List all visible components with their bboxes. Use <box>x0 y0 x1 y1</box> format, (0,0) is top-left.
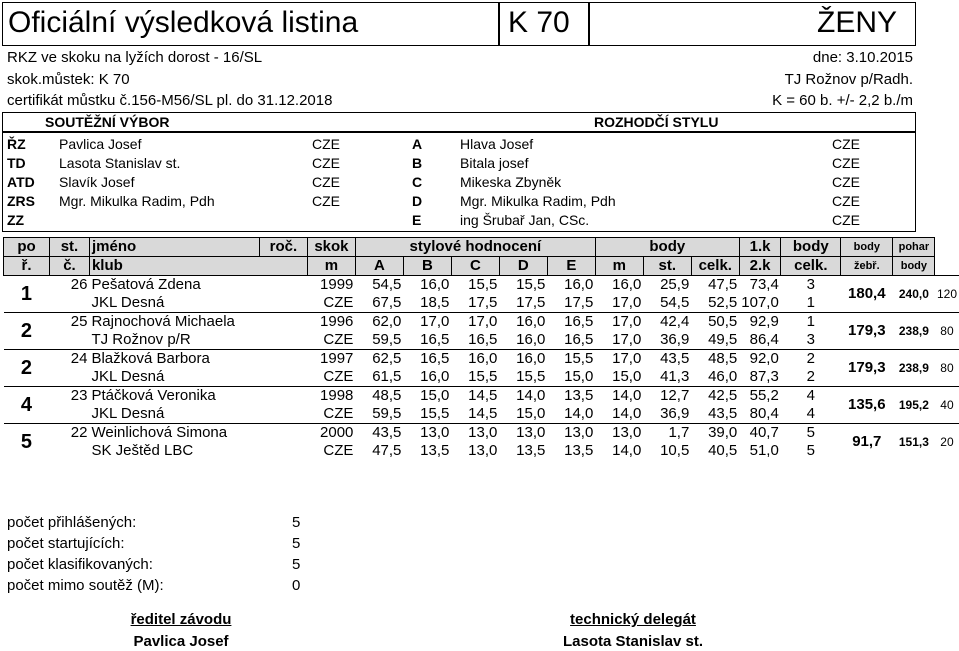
round1-cell: 25,9 <box>643 276 691 295</box>
round2-cell: 17,5 <box>564 294 594 311</box>
round2-cell: 46,0 <box>708 368 738 385</box>
ranking-points: 195,2 <box>893 387 935 424</box>
round1-cell: 15,5 <box>547 350 595 369</box>
cup-points: 40 <box>935 387 959 424</box>
table-row <box>4 424 959 443</box>
column-header: celk. <box>781 257 841 276</box>
table-row <box>4 294 959 313</box>
round2-cell: 61,5 <box>372 368 402 385</box>
nation-cell: CZE <box>323 368 354 385</box>
judge-nation: CZE <box>832 136 860 152</box>
round2-cell: 13,5 <box>420 442 450 459</box>
column-header: jméno <box>89 238 259 257</box>
column-header: celk. <box>691 257 739 276</box>
cup-points: 80 <box>935 350 959 387</box>
ranking-points: 238,9 <box>893 313 935 350</box>
round1-cell: 62,5 <box>355 350 403 369</box>
bib-spacer <box>49 405 89 424</box>
column-header: B <box>403 257 451 276</box>
round2-cell: 49,5 <box>708 331 738 348</box>
round2-cell: 13,5 <box>564 442 594 459</box>
total-points: 135,6 <box>841 387 893 424</box>
round1-cell: 92,9 <box>739 313 781 332</box>
round2-cell: 14,0 <box>612 442 642 459</box>
round1-cell: 16,5 <box>403 350 451 369</box>
committee-nation: CZE <box>312 155 340 171</box>
athlete-name: Rajnochová Michaela <box>89 313 307 332</box>
round2-cell: 67,5 <box>372 294 402 311</box>
stat-label: počet klasifikovaných: <box>7 556 153 573</box>
place-cell: 2 <box>4 350 50 387</box>
ranking-points: 238,9 <box>893 350 935 387</box>
round1-cell: 40,7 <box>739 424 781 443</box>
total-points: 179,3 <box>841 313 893 350</box>
round2-cell: 47,5 <box>372 442 402 459</box>
judge-role: D <box>412 193 423 209</box>
bib-cell: 25 <box>49 313 89 332</box>
round2-cell: 2 <box>806 368 815 385</box>
committee-role: ZRS <box>7 193 35 209</box>
judge-name: Bitala josef <box>460 155 529 171</box>
committee-right-title: ROZHODČÍ STYLU <box>594 114 719 130</box>
round1-cell: 62,0 <box>355 313 403 332</box>
round2-cell: 36,9 <box>660 331 690 348</box>
round1-cell: 13,5 <box>547 387 595 406</box>
round2-cell: 59,5 <box>372 405 402 422</box>
stat-value: 0 <box>292 577 301 594</box>
round1-cell: 47,5 <box>691 276 739 295</box>
round1-cell: 15,0 <box>403 387 451 406</box>
ranking-points: 240,0 <box>893 276 935 313</box>
bib-cell: 22 <box>49 424 89 443</box>
round2-cell: 15,5 <box>468 368 498 385</box>
club-name: JKL Desná <box>91 405 165 422</box>
round1-cell: 16,0 <box>547 276 595 295</box>
round2-cell: 40,5 <box>708 442 738 459</box>
judge-name: Hlava Josef <box>460 136 534 152</box>
round2-cell: 14,0 <box>612 405 642 422</box>
round1-cell: 42,5 <box>691 387 739 406</box>
committee-nation: CZE <box>312 193 340 209</box>
round2-cell: 3 <box>806 331 815 348</box>
director-name: Pavlica Josef <box>133 633 229 650</box>
round1-cell: 15,5 <box>451 276 499 295</box>
results-table <box>3 237 959 460</box>
committee-name: Mgr. Mikulka Radim, Pdh <box>59 193 215 209</box>
table-row <box>4 350 959 369</box>
k-point: K = 60 b. +/- 2,2 b./m <box>772 92 913 109</box>
year-cell: 1997 <box>307 350 355 369</box>
column-header: m <box>307 257 355 276</box>
column-header: st. <box>643 257 691 276</box>
stat-value: 5 <box>292 556 301 573</box>
column-header: skok <box>307 238 355 257</box>
table-row <box>4 368 959 387</box>
round1-cell: 17,0 <box>595 313 643 332</box>
round1-cell: 3 <box>781 276 841 295</box>
column-header: st. <box>49 238 89 257</box>
round2-cell: 13,5 <box>516 442 546 459</box>
bib-spacer <box>49 331 89 350</box>
judge-role: A <box>412 136 423 152</box>
table-row <box>4 331 959 350</box>
table-header-row <box>4 257 959 276</box>
round1-cell: 13,0 <box>499 424 547 443</box>
stat-label: počet startujících: <box>7 535 125 552</box>
column-header: roč. <box>259 238 307 257</box>
round1-cell: 17,0 <box>403 313 451 332</box>
column-header: body <box>893 257 935 276</box>
category-label: K 70 <box>508 6 570 39</box>
column-header: pohar <box>893 238 935 257</box>
judge-nation: CZE <box>832 174 860 190</box>
column-header: po <box>4 238 50 257</box>
round1-cell: 48,5 <box>355 387 403 406</box>
round2-cell: 86,4 <box>749 331 779 348</box>
committee-nation: CZE <box>312 174 340 190</box>
judge-nation: CZE <box>832 193 860 209</box>
round2-cell: 16,0 <box>420 368 450 385</box>
round1-cell: 13,0 <box>403 424 451 443</box>
round1-cell: 14,0 <box>595 387 643 406</box>
ranking-points: 151,3 <box>893 424 935 461</box>
round2-cell: 16,5 <box>564 331 594 348</box>
column-header: ř. <box>4 257 50 276</box>
round2-cell: 17,5 <box>468 294 498 311</box>
judge-role: C <box>412 174 423 190</box>
round2-cell: 52,5 <box>708 294 738 311</box>
cup-points: 120 <box>935 276 959 313</box>
column-header: A <box>355 257 403 276</box>
stat-label: počet mimo soutěž (M): <box>7 577 164 594</box>
round2-cell: 15,5 <box>516 368 546 385</box>
hill-info: skok.můstek: K 70 <box>7 71 130 88</box>
round1-cell: 16,0 <box>595 276 643 295</box>
judge-nation: CZE <box>832 212 860 228</box>
place-cell: 2 <box>4 313 50 350</box>
round1-cell: 42,4 <box>643 313 691 332</box>
round2-cell: 14,5 <box>468 405 498 422</box>
place-cell: 4 <box>4 387 50 424</box>
round1-cell: 2 <box>781 350 841 369</box>
athlete-name: Pešatová Zdena <box>89 276 307 295</box>
round2-cell: 41,3 <box>660 368 690 385</box>
table-row <box>4 387 959 406</box>
judge-role: B <box>412 155 423 171</box>
round2-cell: 15,0 <box>612 368 642 385</box>
round1-cell: 15,5 <box>499 276 547 295</box>
round2-cell: 54,5 <box>660 294 690 311</box>
round1-cell: 13,0 <box>547 424 595 443</box>
total-points: 180,4 <box>841 276 893 313</box>
judge-nation: CZE <box>832 155 860 171</box>
round2-cell: 51,0 <box>749 442 779 459</box>
round2-cell: 14,0 <box>564 405 594 422</box>
round2-cell: 36,9 <box>660 405 690 422</box>
committee-role: ZZ <box>7 212 25 228</box>
round1-cell: 13,0 <box>595 424 643 443</box>
round1-cell: 50,5 <box>691 313 739 332</box>
round1-cell: 43,5 <box>355 424 403 443</box>
nation-cell: CZE <box>323 442 354 459</box>
round2-cell: 16,5 <box>420 331 450 348</box>
column-header: E <box>547 257 595 276</box>
hill-certificate: certifikát můstku č.156-M56/SL pl. do 31.12.2018 <box>7 92 333 109</box>
athlete-name: Blažková Barbora <box>89 350 307 369</box>
club-name: JKL Desná <box>91 368 165 385</box>
round1-cell: 54,5 <box>355 276 403 295</box>
stat-value: 5 <box>292 514 301 531</box>
round2-cell: 4 <box>806 405 815 422</box>
bib-cell: 23 <box>49 387 89 406</box>
column-header: C <box>451 257 499 276</box>
delegate-title: technický delegát <box>570 611 696 628</box>
page-title: Oficiální výsledková listina <box>8 6 359 39</box>
table-row <box>4 405 959 424</box>
round1-cell: 17,0 <box>451 313 499 332</box>
competition-date: dne: 3.10.2015 <box>812 49 913 66</box>
round2-cell: 43,5 <box>708 405 738 422</box>
round1-cell: 14,5 <box>451 387 499 406</box>
year-cell: 1996 <box>307 313 355 332</box>
nation-cell: CZE <box>323 331 354 348</box>
table-header-row <box>4 238 959 257</box>
round2-cell: 59,5 <box>372 331 402 348</box>
round1-cell: 16,0 <box>499 313 547 332</box>
round1-cell: 5 <box>781 424 841 443</box>
total-points: 91,7 <box>841 424 893 461</box>
round2-cell: 80,4 <box>749 405 779 422</box>
round1-cell: 16,0 <box>499 350 547 369</box>
round1-cell: 1 <box>781 313 841 332</box>
round1-cell: 1,7 <box>643 424 691 443</box>
athlete-name: Ptáčková Veronika <box>89 387 307 406</box>
round1-cell: 16,0 <box>451 350 499 369</box>
round1-cell: 17,0 <box>595 350 643 369</box>
round2-cell: 13,0 <box>468 442 498 459</box>
round2-cell: 16,5 <box>468 331 498 348</box>
cup-points: 20 <box>935 424 959 461</box>
committee-role: ATD <box>7 174 35 190</box>
round1-cell: 48,5 <box>691 350 739 369</box>
bib-cell: 26 <box>49 276 89 295</box>
round1-cell: 13,0 <box>451 424 499 443</box>
column-header: body <box>595 238 739 257</box>
column-header: 2.k <box>739 257 781 276</box>
round2-cell: 15,5 <box>420 405 450 422</box>
column-header: žebř. <box>841 257 893 276</box>
table-row <box>4 276 959 295</box>
club-name: TJ Rožnov p/R <box>91 331 191 348</box>
total-points: 179,3 <box>841 350 893 387</box>
athlete-name: Weinlichová Simona <box>89 424 307 443</box>
round2-cell: 15,0 <box>516 405 546 422</box>
year-cell: 1998 <box>307 387 355 406</box>
year-cell: 1999 <box>307 276 355 295</box>
round2-cell: 18,5 <box>420 294 450 311</box>
judge-name: Mikeska Zbyněk <box>460 174 562 190</box>
column-header: body <box>841 238 893 257</box>
round1-cell: 12,7 <box>643 387 691 406</box>
competition-name: RKZ ve skoku na lyžích dorost - 16/SL <box>7 49 263 66</box>
round2-cell: 17,0 <box>612 294 642 311</box>
place-cell: 5 <box>4 424 50 461</box>
organizer: TJ Rožnov p/Radh. <box>784 71 913 88</box>
round2-cell: 1 <box>806 294 815 311</box>
committee-name: Pavlica Josef <box>59 136 142 152</box>
committee-nation: CZE <box>312 136 340 152</box>
round2-cell: 16,0 <box>516 331 546 348</box>
round1-cell: 16,5 <box>547 313 595 332</box>
table-row <box>4 442 959 460</box>
round2-cell: 17,0 <box>612 331 642 348</box>
round2-cell: 15,0 <box>564 368 594 385</box>
round2-cell: 17,5 <box>516 294 546 311</box>
round1-cell: 55,2 <box>739 387 781 406</box>
bib-spacer <box>49 294 89 313</box>
director-title: ředitel závodu <box>130 611 232 628</box>
bib-cell: 24 <box>49 350 89 369</box>
round1-cell: 14,0 <box>499 387 547 406</box>
round2-cell: 10,5 <box>660 442 690 459</box>
table-row <box>4 313 959 332</box>
bib-spacer <box>49 442 89 460</box>
nation-cell: CZE <box>323 294 354 311</box>
club-name: JKL Desná <box>91 294 165 311</box>
nation-cell: CZE <box>323 405 354 422</box>
year-cell: 2000 <box>307 424 355 443</box>
place-cell: 1 <box>4 276 50 313</box>
round1-cell: 92,0 <box>739 350 781 369</box>
stat-value: 5 <box>292 535 301 552</box>
delegate-name: Lasota Stanislav st. <box>562 633 704 650</box>
round1-cell: 43,5 <box>643 350 691 369</box>
column-header: 1.k <box>739 238 781 257</box>
committee-name: Slavík Josef <box>59 174 135 190</box>
judge-name: ing Šrubař Jan, CSc. <box>460 212 590 228</box>
column-header: č. <box>49 257 89 276</box>
column-header: stylové hodnocení <box>355 238 595 257</box>
round2-cell: 5 <box>806 442 815 459</box>
round1-cell: 39,0 <box>691 424 739 443</box>
round1-cell: 16,0 <box>403 276 451 295</box>
gender-label: ŽENY <box>817 6 898 39</box>
round2-cell: 87,3 <box>749 368 779 385</box>
round1-cell: 73,4 <box>739 276 781 295</box>
round1-cell: 4 <box>781 387 841 406</box>
round2-cell: 107,0 <box>741 294 779 311</box>
column-header: D <box>499 257 547 276</box>
committee-left-title: SOUTĚŽNÍ VÝBOR <box>45 114 170 130</box>
committee-name: Lasota Stanislav st. <box>59 155 181 171</box>
column-header: body <box>781 238 841 257</box>
committee-role: ŘZ <box>7 136 26 152</box>
judge-name: Mgr. Mikulka Radim, Pdh <box>460 193 616 209</box>
committee-role: TD <box>7 155 26 171</box>
bib-spacer <box>49 368 89 387</box>
column-header: m <box>595 257 643 276</box>
stat-label: počet přihlášených: <box>7 514 137 531</box>
column-header: klub <box>89 257 307 276</box>
club-name: SK Ještěd LBC <box>91 442 194 459</box>
judge-role: E <box>412 212 422 228</box>
cup-points: 80 <box>935 313 959 350</box>
